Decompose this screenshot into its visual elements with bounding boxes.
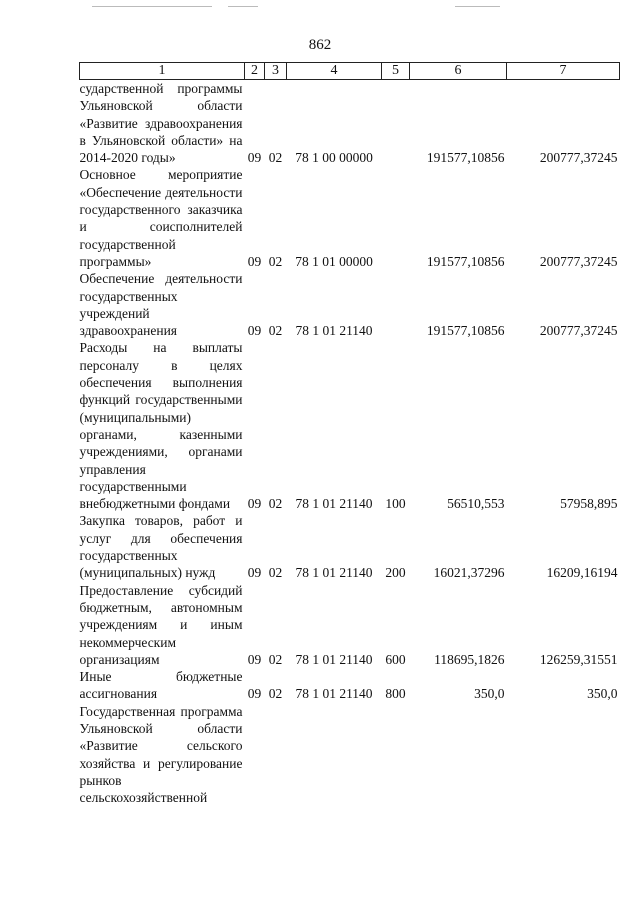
row-amount-2: 200777,37245	[539, 150, 618, 166]
row-target-code: 78 1 01 21140	[295, 651, 373, 667]
row-subsection: 02	[268, 150, 283, 166]
row-section: 09	[247, 651, 262, 667]
page-number: 862	[308, 37, 332, 53]
scan-artifact	[228, 6, 258, 7]
row-name: Предоставление субсидий бюджетным, автономным учреждениям и иным некоммерческим организациям	[79, 582, 243, 667]
column-header-4: 4	[287, 63, 382, 80]
scan-artifact	[92, 6, 212, 7]
row-subsection	[265, 703, 287, 807]
row-expense-type: 600	[385, 651, 406, 667]
row-expense-type: 200	[385, 565, 406, 581]
row-name: Обеспечение деятельности государственных учреждений здравоохранения	[79, 271, 243, 339]
row-section: 09	[247, 323, 262, 339]
table-row	[80, 80, 620, 167]
row-amount-1: 350,0	[474, 686, 505, 702]
row-name: Основное мероприятие «Обеспечение деятельности государственного заказчика и соисполнителей государственной программы»	[79, 167, 243, 269]
table-row	[80, 512, 620, 581]
row-section: 09	[247, 686, 262, 702]
row-section: 09	[247, 150, 262, 166]
row-amount-1: 191577,10856	[426, 323, 505, 339]
column-header-5: 5	[382, 63, 410, 80]
row-amount-2: 200777,37245	[539, 253, 618, 269]
row-expense-type: 800	[385, 686, 406, 702]
row-subsection: 02	[268, 323, 283, 339]
row-target-code: 78 1 01 00000	[295, 253, 373, 269]
row-expense-type	[382, 703, 410, 807]
row-subsection: 02	[268, 253, 283, 269]
row-target-code: 78 1 00 00000	[295, 150, 373, 166]
table-row	[80, 339, 620, 512]
row-target-code	[287, 703, 382, 807]
row-subsection: 02	[268, 651, 283, 667]
scan-artifact	[455, 6, 500, 7]
row-target-code: 78 1 01 21140	[295, 323, 373, 339]
row-subsection: 02	[268, 565, 283, 581]
row-amount-2: 16209,16194	[546, 565, 618, 581]
budget-table	[79, 62, 620, 806]
column-header-7: 7	[507, 63, 620, 80]
row-target-code: 78 1 01 21140	[295, 496, 373, 512]
row-amount-2	[507, 703, 620, 807]
row-expense-type	[382, 270, 410, 339]
row-expense-type	[382, 80, 410, 167]
row-expense-type: 100	[385, 496, 406, 512]
row-subsection: 02	[268, 686, 283, 702]
row-amount-1: 16021,37296	[433, 565, 505, 581]
column-header-2: 2	[245, 63, 265, 80]
column-header-6: 6	[410, 63, 507, 80]
row-section: 09	[247, 565, 262, 581]
row-amount-1: 56510,553	[447, 496, 505, 512]
row-subsection: 02	[268, 496, 283, 512]
row-amount-1: 118695,1826	[434, 651, 505, 667]
row-name: Закупка товаров, работ и услуг для обеспечения государственных (муниципальных) нужд	[79, 513, 243, 581]
column-header-1: 1	[80, 63, 245, 80]
table-row	[80, 668, 620, 703]
row-expense-type	[382, 166, 410, 270]
row-amount-1: 191577,10856	[426, 253, 505, 269]
column-header-3: 3	[265, 63, 287, 80]
row-amount-1	[410, 703, 507, 807]
row-target-code: 78 1 01 21140	[295, 686, 373, 702]
row-amount-2: 200777,37245	[539, 323, 618, 339]
row-section: 09	[247, 496, 262, 512]
table-row	[80, 270, 620, 339]
row-amount-2: 57958,895	[560, 496, 618, 512]
row-name: сударственной программы Ульяновской области «Развитие здравоохранения в Ульяновской области» на 2014-2020 годы»	[79, 81, 243, 166]
row-amount-1: 191577,10856	[426, 150, 505, 166]
row-section: 09	[247, 253, 262, 269]
row-amount-2: 350,0	[587, 686, 618, 702]
row-section	[245, 703, 265, 807]
table-row	[80, 166, 620, 270]
table-row	[80, 703, 620, 807]
row-amount-2: 126259,31551	[539, 651, 618, 667]
row-name: Расходы на выплаты персоналу в целях обеспечения выполнения функций государственными (муниципальными) органами, казенными учреждениями, органами управления государственными внебюджетными фондами	[79, 340, 243, 512]
row-name: Государственная программа Ульяновской области «Развитие сельского хозяйства и регулирование рынков сельскохозяйственной	[79, 703, 243, 806]
row-target-code: 78 1 01 21140	[295, 565, 373, 581]
table-row	[80, 582, 620, 668]
row-name: Иные бюджетные ассигнования	[79, 669, 243, 702]
table-header-row	[80, 63, 620, 80]
